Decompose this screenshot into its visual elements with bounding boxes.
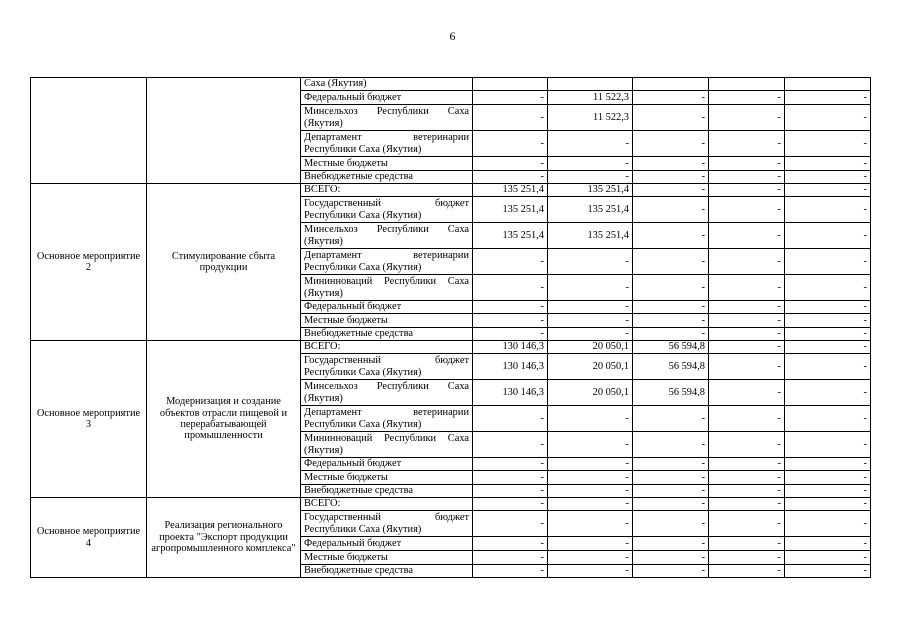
value-cell [473,78,548,91]
value-cell: - [633,328,709,341]
value-cell: - [709,328,785,341]
value-cell: - [785,301,871,314]
value-cell: - [633,471,709,485]
value-cell: - [633,432,709,458]
funding-source-cell: Государственный бюджет Республики Саха (Якутия) [301,197,473,223]
value-cell: - [709,471,785,485]
value-cell: - [473,565,548,578]
value-cell: 135 251,4 [548,197,633,223]
table-body [31,78,871,578]
value-cell: 11 522,3 [548,91,633,105]
funding-source-cell: Минсельхоз Республики Саха (Якутия) [301,223,473,249]
value-cell: - [548,131,633,157]
value-cell: - [633,537,709,551]
value-cell: - [473,537,548,551]
value-cell: - [473,328,548,341]
value-cell: - [709,197,785,223]
value-cell: - [548,471,633,485]
value-cell: - [785,197,871,223]
value-cell: - [785,223,871,249]
value-cell [709,78,785,91]
funding-source-cell: Местные бюджеты [301,157,473,171]
value-cell: - [709,354,785,380]
value-cell: - [709,131,785,157]
value-cell: - [473,275,548,301]
value-cell: - [633,275,709,301]
value-cell: - [785,498,871,511]
value-cell: - [709,105,785,131]
value-cell: - [633,565,709,578]
funding-source-cell: ВСЕГО: [301,341,473,354]
activity-cell: Основное мероприятие 4 [31,498,147,578]
value-cell: - [473,131,548,157]
value-cell: - [473,171,548,184]
value-cell: - [473,498,548,511]
table-row [31,341,871,354]
value-cell: - [633,551,709,565]
value-cell: - [709,458,785,471]
value-cell: - [633,91,709,105]
value-cell: 56 594,8 [633,380,709,406]
funding-source-cell: ВСЕГО: [301,498,473,511]
value-cell: - [633,171,709,184]
funding-source-cell: Федеральный бюджет [301,301,473,314]
value-cell: - [548,157,633,171]
value-cell: - [785,171,871,184]
value-cell: 135 251,4 [473,197,548,223]
funding-source-cell: Департамент ветеринарии Республики Саха (Якутия) [301,406,473,432]
value-cell: 130 146,3 [473,354,548,380]
value-cell [633,78,709,91]
value-cell: - [709,341,785,354]
value-cell: - [633,131,709,157]
funding-source-cell: Мининноваций Республики Саха (Якутия) [301,432,473,458]
value-cell: - [785,184,871,197]
activity-name-cell: Стимулирование сбыта продукции [147,184,301,341]
value-cell: - [709,223,785,249]
value-cell: - [709,380,785,406]
value-cell: - [785,458,871,471]
page-number: 6 [449,29,456,43]
value-cell: - [548,551,633,565]
value-cell: - [473,105,548,131]
funding-source-cell: Федеральный бюджет [301,458,473,471]
value-cell: - [548,458,633,471]
value-cell: - [709,275,785,301]
value-cell: 130 146,3 [473,341,548,354]
value-cell: - [785,91,871,105]
funding-source-cell: Государственный бюджет Республики Саха (Якутия) [301,511,473,537]
value-cell: - [548,301,633,314]
value-cell: 135 251,4 [548,184,633,197]
funding-source-cell: Минсельхоз Республики Саха (Якутия) [301,380,473,406]
value-cell [548,78,633,91]
value-cell: - [473,314,548,328]
value-cell: - [785,471,871,485]
value-cell: 130 146,3 [473,380,548,406]
value-cell: - [548,485,633,498]
activity-name-cell: Модернизация и создание объектов отрасли пищевой и перерабатывающей промышленности [147,341,301,498]
value-cell: - [709,91,785,105]
value-cell: - [785,354,871,380]
value-cell: - [633,511,709,537]
value-cell: - [785,328,871,341]
value-cell: - [633,157,709,171]
funding-source-cell: Департамент ветеринарии Республики Саха (Якутия) [301,131,473,157]
value-cell: 20 050,1 [548,380,633,406]
value-cell: - [785,432,871,458]
funding-source-cell: Федеральный бюджет [301,91,473,105]
value-cell: - [633,184,709,197]
value-cell: - [709,485,785,498]
funding-source-cell: Местные бюджеты [301,551,473,565]
value-cell: - [709,498,785,511]
value-cell: - [633,301,709,314]
value-cell: - [709,511,785,537]
value-cell: - [548,511,633,537]
value-cell: - [548,498,633,511]
value-cell: - [633,249,709,275]
value-cell: - [633,223,709,249]
value-cell: - [785,249,871,275]
table-row [31,78,871,91]
value-cell: 135 251,4 [473,184,548,197]
value-cell: - [548,406,633,432]
funding-source-cell: Мининноваций Республики Саха (Якутия) [301,275,473,301]
value-cell: - [785,406,871,432]
value-cell: - [548,432,633,458]
value-cell: - [548,249,633,275]
value-cell: - [548,537,633,551]
value-cell: - [548,328,633,341]
value-cell: - [633,314,709,328]
value-cell: - [473,471,548,485]
value-cell: - [473,551,548,565]
value-cell: - [785,341,871,354]
funding-source-cell: Внебюджетные средства [301,328,473,341]
value-cell: - [785,537,871,551]
value-cell: - [633,197,709,223]
value-cell [785,78,871,91]
activity-name-cell [147,78,301,184]
funding-source-cell: Внебюджетные средства [301,565,473,578]
value-cell: - [709,551,785,565]
value-cell: - [785,511,871,537]
value-cell: - [709,537,785,551]
funding-source-cell: Минсельхоз Республики Саха (Якутия) [301,105,473,131]
funding-source-cell: Местные бюджеты [301,314,473,328]
table-row [31,498,871,511]
value-cell: - [473,432,548,458]
value-cell: - [785,131,871,157]
value-cell: - [709,249,785,275]
funding-source-cell: ВСЕГО: [301,184,473,197]
value-cell: - [473,485,548,498]
value-cell: 20 050,1 [548,341,633,354]
value-cell: - [473,511,548,537]
table-row [31,184,871,197]
value-cell: - [548,314,633,328]
value-cell: - [785,485,871,498]
budget-table [30,77,871,578]
value-cell: - [473,91,548,105]
value-cell: - [633,485,709,498]
value-cell: - [473,249,548,275]
value-cell: 56 594,8 [633,354,709,380]
value-cell: - [548,565,633,578]
value-cell: - [633,406,709,432]
value-cell: - [473,157,548,171]
value-cell: 135 251,4 [473,223,548,249]
activity-cell: Основное мероприятие 3 [31,341,147,498]
value-cell: 11 522,3 [548,105,633,131]
value-cell: 20 050,1 [548,354,633,380]
value-cell: - [785,314,871,328]
value-cell: - [785,565,871,578]
funding-source-cell: Департамент ветеринарии Республики Саха (Якутия) [301,249,473,275]
activity-cell: Основное мероприятие 2 [31,184,147,341]
value-cell: - [633,458,709,471]
value-cell: - [473,458,548,471]
value-cell: - [785,380,871,406]
value-cell: - [785,551,871,565]
funding-source-cell: Внебюджетные средства [301,171,473,184]
value-cell: - [785,105,871,131]
value-cell: - [548,275,633,301]
value-cell: - [709,301,785,314]
value-cell: - [709,565,785,578]
value-cell: - [709,314,785,328]
value-cell: 135 251,4 [548,223,633,249]
value-cell: - [633,498,709,511]
value-cell: - [709,432,785,458]
activity-cell [31,78,147,184]
value-cell: - [548,171,633,184]
value-cell: - [473,301,548,314]
value-cell: - [785,157,871,171]
value-cell: - [709,157,785,171]
value-cell: - [785,275,871,301]
funding-source-cell: Саха (Якутия) [301,78,473,91]
value-cell: - [473,406,548,432]
value-cell: 56 594,8 [633,341,709,354]
funding-source-cell: Внебюджетные средства [301,485,473,498]
value-cell: - [709,171,785,184]
value-cell: - [633,105,709,131]
funding-source-cell: Местные бюджеты [301,471,473,485]
value-cell: - [709,406,785,432]
activity-name-cell: Реализация регионального проекта "Экспорт продукции агропромышленного комплекса" [147,498,301,578]
funding-source-cell: Федеральный бюджет [301,537,473,551]
funding-source-cell: Государственный бюджет Республики Саха (Якутия) [301,354,473,380]
value-cell: - [709,184,785,197]
